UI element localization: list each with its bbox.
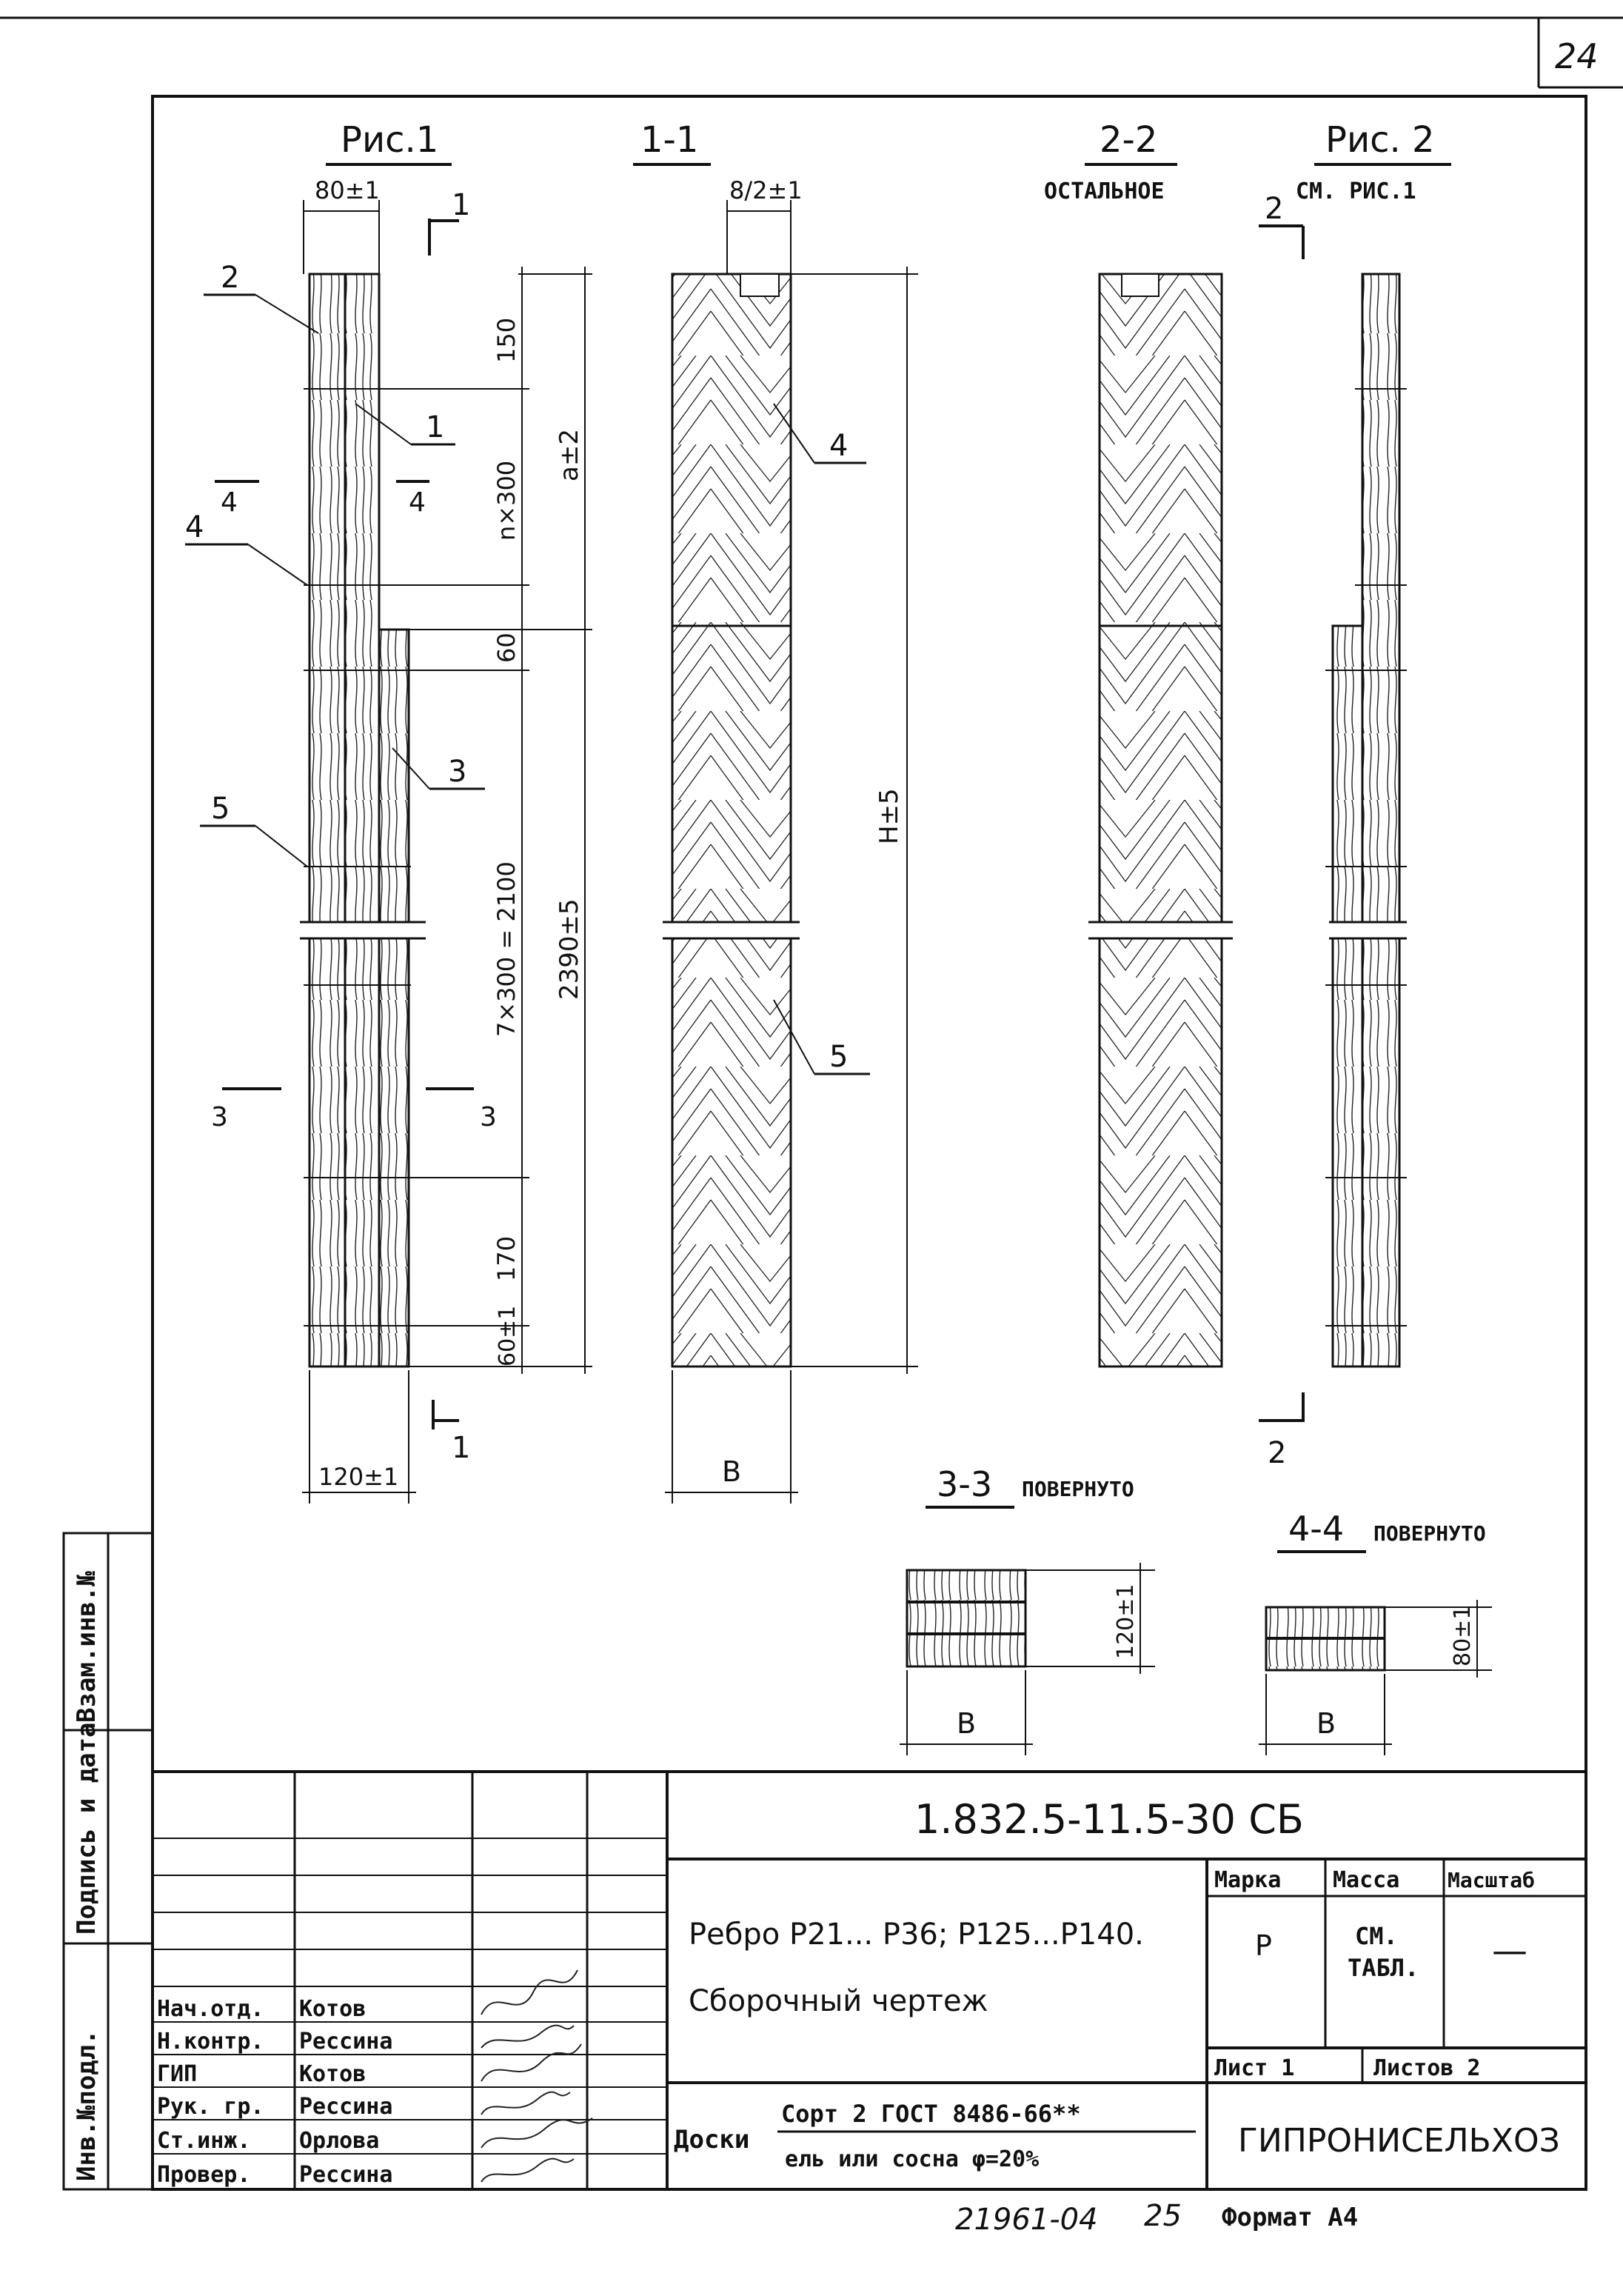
- footer-format: Формат А4: [1222, 2203, 1359, 2232]
- dim-120: 120±1: [318, 1463, 399, 1491]
- sec33-title: 3-3: [937, 1464, 993, 1504]
- dim-80b: 80±1: [1450, 1605, 1476, 1666]
- sheets-label: Листов 2: [1373, 2055, 1481, 2081]
- figure-2: [1259, 119, 1451, 1470]
- signatures: [481, 1970, 592, 2182]
- dim-60-1: 60±1: [495, 1305, 521, 1366]
- sec22-title: 2-2: [1100, 119, 1158, 161]
- vzam-label: Взам.инв.№: [72, 1571, 101, 1723]
- role-4: Ст.инж.: [157, 2128, 251, 2154]
- sec44-note: ПОВЕРНУТО: [1373, 1521, 1486, 1546]
- doc-code: 1.832.5-11.5-30 СБ: [914, 1796, 1304, 1843]
- callout-4: 4: [185, 510, 204, 544]
- cut2-bottom: 2: [1268, 1436, 1287, 1470]
- sec44-title: 4-4: [1288, 1509, 1345, 1549]
- name-2: Котов: [299, 2061, 367, 2087]
- material-top: Сорт 2 ГОСТ 8486-66**: [781, 2100, 1081, 2128]
- callout-3: 3: [448, 755, 467, 789]
- dim-h5: H±5: [874, 788, 904, 844]
- scale-value: —: [1492, 1930, 1527, 1972]
- role-5: Провер.: [157, 2162, 251, 2188]
- side-stamp: [64, 1533, 153, 2189]
- dim-120b: 120±1: [1113, 1583, 1139, 1659]
- col-scale: Масштаб: [1448, 1868, 1536, 1892]
- callout-5: 5: [211, 792, 230, 826]
- dim-150: 150: [492, 317, 521, 363]
- fig1-title: Рис.1: [341, 119, 439, 161]
- sec11-callout-4: 4: [829, 429, 849, 463]
- cut1-top: 1: [452, 188, 471, 222]
- section-1-1: [633, 119, 918, 1504]
- sign-date-label: Подпись и дата: [72, 1722, 101, 1935]
- name-0: Котов: [299, 1996, 367, 2022]
- name-line2: Сборочный чертеж: [689, 1984, 988, 2018]
- dim-b-2: B: [957, 1707, 977, 1740]
- role-2: ГИП: [157, 2061, 198, 2087]
- dim-b-1: B: [722, 1455, 742, 1488]
- figure-1: [185, 119, 592, 1504]
- name-line1: Ребро Р21... Р36; Р125...Р140.: [689, 1918, 1144, 1952]
- footer-page: 25: [1144, 2199, 1182, 2233]
- cut4-left: 4: [221, 487, 238, 518]
- name-4: Орлова: [299, 2128, 380, 2154]
- sec33-note: ПОВЕРНУТО: [1022, 1477, 1134, 1501]
- cut1-bottom: 1: [452, 1431, 471, 1465]
- dim-2390: 2390±5: [555, 898, 584, 1000]
- callout-2: 2: [221, 261, 240, 295]
- col-mass: Масса: [1333, 1867, 1400, 1893]
- inv-orig-label: Инв.№подл.: [72, 2029, 101, 2181]
- cut4-right: 4: [409, 487, 426, 518]
- org-name: ГИПРОНИСЕЛЬХОЗ: [1238, 2122, 1560, 2160]
- sec11-callout-5: 5: [829, 1040, 849, 1074]
- cut2-top: 2: [1265, 192, 1284, 226]
- material-prefix: Доски: [674, 2125, 750, 2155]
- name-1: Рессина: [299, 2029, 393, 2055]
- title-block: [153, 1772, 1586, 2189]
- material-bottom: ель или сосна φ=20%: [785, 2146, 1040, 2172]
- mark-value: Р: [1255, 1929, 1272, 1962]
- role-0: Нач.отд.: [157, 1996, 264, 2022]
- fig2-note: СМ. РИС.1: [1296, 178, 1416, 204]
- dim-8-2: 8/2±1: [729, 176, 803, 204]
- sec11-title: 1-1: [640, 119, 699, 161]
- dim-170: 170: [492, 1235, 521, 1281]
- col-mark: Марка: [1214, 1867, 1282, 1893]
- sheet-label: Лист 1: [1214, 2055, 1295, 2081]
- dim-a2: a±2: [555, 429, 584, 481]
- dim-b-3: B: [1316, 1707, 1336, 1740]
- sec22-note: ОСТАЛЬНОЕ: [1044, 178, 1165, 204]
- section-2-2: [1044, 119, 1233, 1366]
- dim-7x300: 7×300 = 2100: [492, 861, 521, 1037]
- dim-80: 80±1: [315, 176, 380, 204]
- role-3: Рук. гр.: [157, 2094, 264, 2120]
- mass-value-2: ТАБЛ.: [1348, 1954, 1419, 1982]
- name-3: Рессина: [299, 2094, 393, 2120]
- role-1: Н.контр.: [157, 2029, 264, 2055]
- footer-number: 21961-04: [955, 2203, 1098, 2237]
- mass-value-1: СМ.: [1355, 1922, 1398, 1950]
- cut3-left: 3: [211, 1102, 228, 1132]
- page-number: 24: [1555, 36, 1599, 76]
- fig2-title: Рис. 2: [1325, 119, 1435, 161]
- section-3-3: [900, 1464, 1155, 1755]
- callout-1: 1: [426, 410, 445, 444]
- dim-60: 60: [492, 633, 521, 663]
- cut3-right: 3: [480, 1102, 497, 1132]
- name-5: Рессина: [299, 2162, 393, 2188]
- dim-n300: n×300: [492, 460, 521, 541]
- section-4-4: [1259, 1509, 1492, 1755]
